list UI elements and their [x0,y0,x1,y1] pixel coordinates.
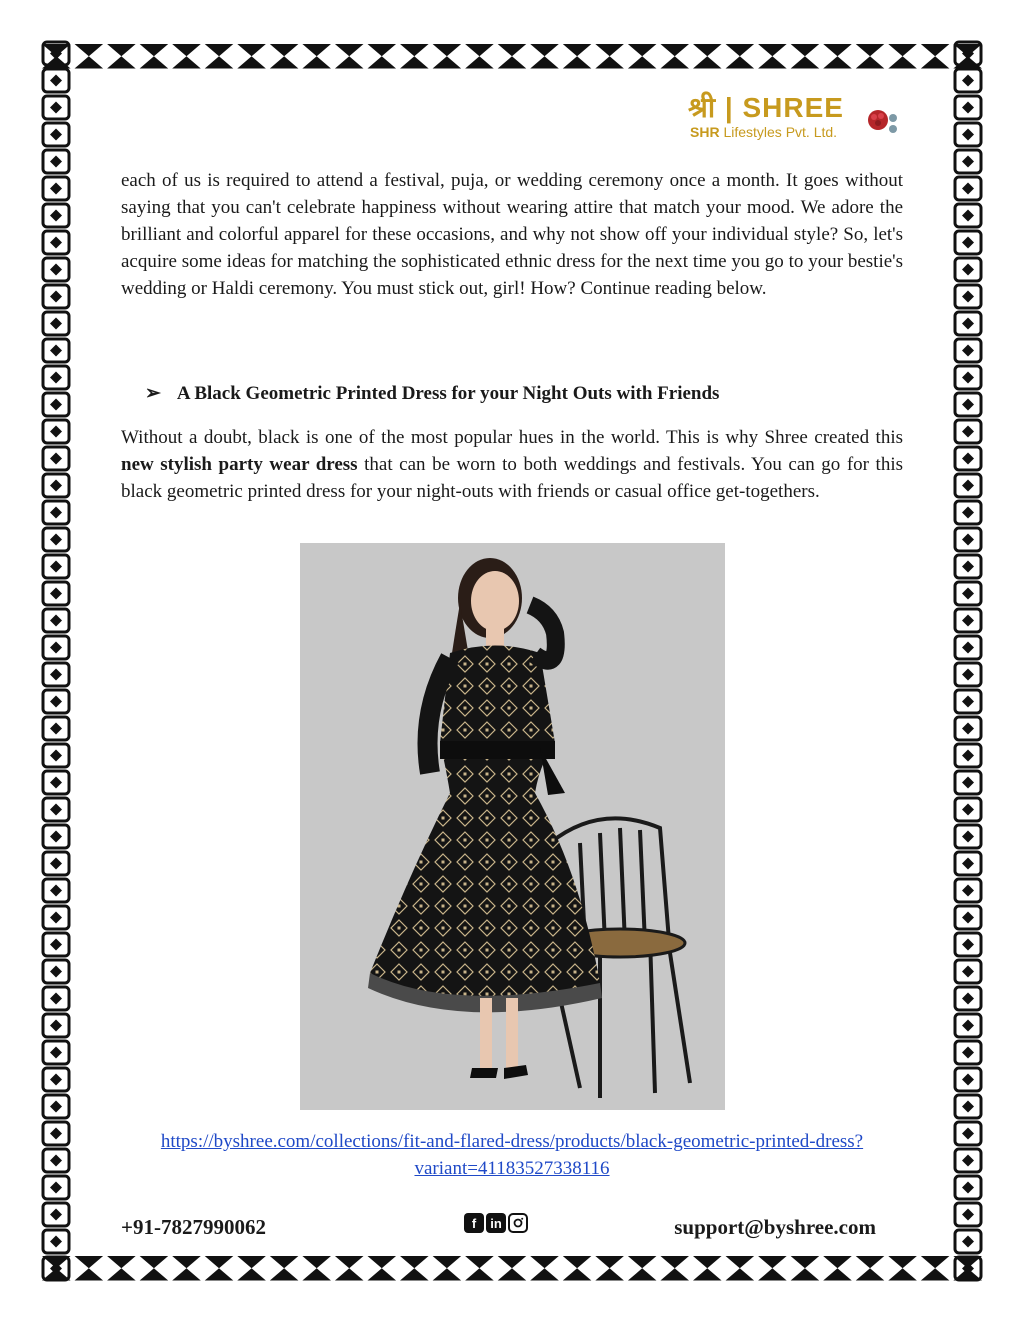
border-tile [43,69,69,92]
border-tile [43,1257,69,1280]
border-tile [955,150,981,173]
decorative-border-bottom [40,1252,984,1284]
instagram-glyph [510,1215,526,1231]
border-tile [43,1149,69,1172]
border-tile [955,1122,981,1145]
border-tile [43,528,69,551]
border-tile [43,555,69,578]
border-tile [791,1256,820,1281]
border-tile [75,44,104,69]
border-tile [955,771,981,794]
border-tile [43,798,69,821]
border-tile [43,582,69,605]
border-tile [955,582,981,605]
border-tile [955,1041,981,1064]
border-tile [856,1256,885,1281]
border-tile [955,1149,981,1172]
border-tile [43,987,69,1010]
border-tile [628,1256,657,1281]
border-tile [140,44,169,69]
border-tile [43,285,69,308]
border-tile [368,44,397,69]
border-tile [498,44,527,69]
product-photo [300,543,725,1110]
border-tile [856,44,885,69]
border-tile [43,1203,69,1226]
border-tile [955,1230,981,1253]
border-tile [43,312,69,335]
border-tile [335,1256,364,1281]
border-tile [823,1256,852,1281]
border-tile [955,339,981,362]
border-tile [43,204,69,227]
border-tile [43,339,69,362]
border-tile [888,44,917,69]
dress-model-illustration [300,543,725,1110]
border-tile [921,44,950,69]
border-tile [368,1256,397,1281]
footer-email: support@byshree.com [674,1215,876,1239]
border-tile [465,1256,494,1281]
border-tile [758,44,787,69]
border-tile [43,96,69,119]
decorative-border-top [40,40,984,72]
border-tile [433,44,462,69]
border-tile [43,1095,69,1118]
border-tile [43,933,69,956]
border-tile [955,258,981,281]
border-tile [693,1256,722,1281]
facebook-icon[interactable]: f [464,1213,484,1233]
logo-subtitle-rest: Lifestyles Pvt. Ltd. [719,124,838,140]
border-tile [955,42,981,65]
border-tile [107,44,136,69]
border-tile [955,474,981,497]
border-tile [955,690,981,713]
section-heading [145,382,719,405]
border-tile [43,177,69,200]
border-tile [43,1230,69,1253]
border-tile [595,1256,624,1281]
border-tile [43,501,69,524]
border-tile [628,44,657,69]
border-tile [955,231,981,254]
border-tile [955,501,981,524]
border-tile [955,528,981,551]
border-tile [955,933,981,956]
product-paragraph-start: Without a doubt, black is one of the most popular hues in the world. This is why Shree created this [121,427,903,448]
border-tile [43,447,69,470]
border-tile [43,852,69,875]
border-tile [43,609,69,632]
border-tile [955,420,981,443]
border-tile [205,44,234,69]
border-tile [563,44,592,69]
border-tile [955,663,981,686]
border-tile [955,312,981,335]
logo-subtitle-bold: SHR [690,124,720,140]
border-tile [43,258,69,281]
intro-paragraph: each of us is required to attend a festival, puja, or wedding ceremony once a month. It goes without saying that you can't celebrate happiness without wearing attire that match your mood. We adore the brilliant and colorful apparel for these occasions, and why not show off your individual style? So, let's acquire some ideas for matching the sophisticated ethnic dress for the next time you go to your bestie's wedding or Haldi ceremony. You must stick out, girl! How? Continue reading below. [121,170,903,299]
border-tile [595,44,624,69]
border-tile [955,825,981,848]
company-logo [688,88,908,148]
logo-title: श्री | SHREE [688,92,844,123]
border-tile [43,663,69,686]
border-tile [955,123,981,146]
border-tile [43,744,69,767]
border-tile [75,1256,104,1281]
decorative-border-left [40,40,72,1284]
border-tile [563,1256,592,1281]
border-tile [955,1176,981,1199]
border-tile [43,1068,69,1091]
border-tile [955,879,981,902]
border-tile [955,717,981,740]
border-tile [43,366,69,389]
border-tile [43,1014,69,1037]
border-tile [43,150,69,173]
border-tile [43,123,69,146]
border-tile [955,69,981,92]
border-tile [955,1203,981,1226]
border-tile [43,1122,69,1145]
border-tile [270,1256,299,1281]
border-tile [302,1256,331,1281]
border-tile [498,1256,527,1281]
border-tile [140,1256,169,1281]
product-paragraph [121,424,903,505]
border-tile [955,366,981,389]
border-tile [43,771,69,794]
border-tile [660,44,689,69]
border-tile [955,285,981,308]
arrow-bullet-icon: ➢ [145,383,161,404]
border-tile [43,474,69,497]
border-tile [237,44,266,69]
border-tile [726,44,755,69]
border-tile [955,1257,981,1280]
border-tile [43,42,69,65]
border-tile [465,44,494,69]
border-tile [530,44,559,69]
border-tile [43,636,69,659]
border-tile [726,1256,755,1281]
border-tile [107,1256,136,1281]
border-tile [43,1041,69,1064]
border-tile [43,879,69,902]
border-tile [955,960,981,983]
border-tile [205,1256,234,1281]
border-tile [955,798,981,821]
border-tile [400,44,429,69]
border-tile [955,987,981,1010]
border-tile [43,690,69,713]
product-highlight: new stylish party wear dress [121,454,358,475]
border-tile [955,96,981,119]
border-tile [400,1256,429,1281]
border-tile [758,1256,787,1281]
border-tile [43,960,69,983]
border-tile [955,204,981,227]
border-tile [530,1256,559,1281]
border-tile [237,1256,266,1281]
section-heading-text: A Black Geometric Printed Dress for your Night Outs with Friends [176,383,720,404]
border-tile [955,906,981,929]
border-tile [43,393,69,416]
border-tile [955,447,981,470]
border-tile [43,231,69,254]
product-paragraph-end: that can be worn to both weddings and festivals. You can go for this black geometric printed dress for your night-outs with friends or casual office get-togethers. [121,454,903,502]
border-tile [955,393,981,416]
border-tile [335,44,364,69]
border-tile [955,1068,981,1091]
flower-logo-icon [866,108,900,136]
social-icons [464,1213,528,1233]
border-tile [270,44,299,69]
border-tile [921,1256,950,1281]
border-tile [823,44,852,69]
border-tile [888,1256,917,1281]
border-tile [172,44,201,69]
instagram-icon[interactable] [508,1213,528,1233]
border-tile [955,636,981,659]
decorative-border-right [952,40,984,1284]
border-tile [955,177,981,200]
border-tile [43,420,69,443]
linkedin-icon[interactable]: in [486,1213,506,1233]
border-tile [955,1014,981,1037]
border-tile [43,825,69,848]
border-tile [43,1176,69,1199]
border-tile [693,44,722,69]
border-tile [43,717,69,740]
border-tile [955,1095,981,1118]
logo-subtitle [690,124,837,140]
border-tile [955,609,981,632]
product-link[interactable]: https://byshree.com/collections/fit-and-flared-dress/products/black-geometric-printed-dress?variant=41183527338116 [160,1131,864,1179]
border-tile [43,906,69,929]
border-tile [955,555,981,578]
border-tile [955,744,981,767]
border-tile [791,44,820,69]
border-tile [302,44,331,69]
footer-phone: +91-7827990062 [121,1215,266,1239]
border-tile [172,1256,201,1281]
border-tile [955,852,981,875]
border-tile [660,1256,689,1281]
border-tile [433,1256,462,1281]
